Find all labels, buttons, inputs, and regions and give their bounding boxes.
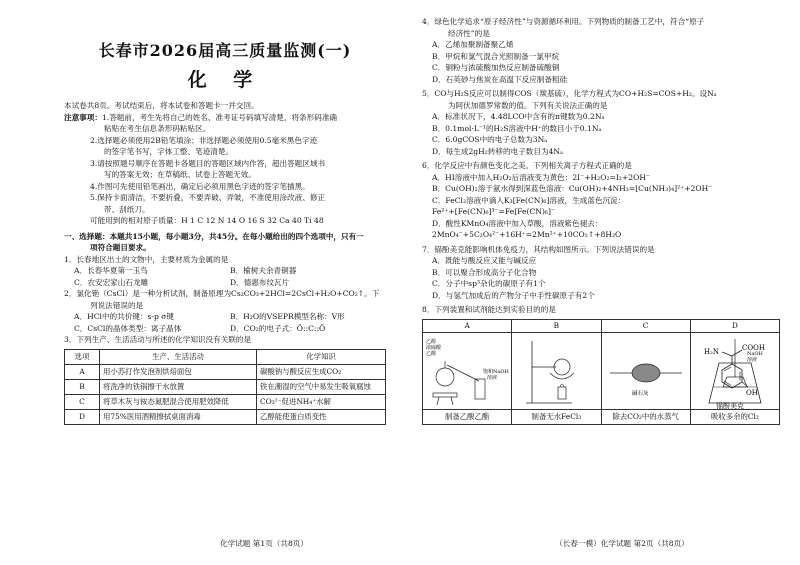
svg-text:NaOH: NaOH — [746, 350, 763, 357]
notes-block — [64, 112, 386, 124]
note-line: 2.选择题必须使用2B铅笔填涂；非选择题必须使用0.5毫米黑色字迹 — [90, 135, 318, 145]
option-b: B．甲烷和氯气混合光照制备一氯甲烷 — [432, 51, 560, 61]
question-2-stem: 2．氯化铯（CsCl）是一种分析试剂，制备原理为Cs₂CO₃+2HCl=2CsCl+H₂O+CO₂↑。下 — [64, 289, 380, 298]
atomic-mass-line: 可能用到的相对原子质量：H 1 C 12 N 14 O 16 S 32 Ca 40 Ti 48 — [90, 216, 324, 225]
note-line: 粘贴在考生信息条形码粘贴区。 — [104, 124, 211, 133]
question-3-table — [64, 349, 386, 425]
option-c: C．农安宏家山石龙雕 — [74, 277, 149, 287]
option-d: D．德惠布纹瓦片 — [230, 277, 290, 287]
apparatus-caption: 制备无水FeCl₃ — [531, 411, 582, 421]
exam-title: 长春市2026届高三质量监测(一) — [98, 41, 352, 60]
apparatus-caption: 吸收多余的Cl₂ — [710, 411, 759, 421]
question-4-stem: 经济性”的是 — [448, 28, 490, 38]
note-line: 4.作图可先使用铅笔画出，确定后必须用黑色字迹的签字笔描黑。 — [90, 181, 310, 191]
apparatus-col-d — [691, 320, 779, 424]
option-d: D．与氢气加成后的产物分子中手性碳原子有2个 — [432, 290, 595, 300]
option-d: D．CO₂的电子式：Ö::C::Ö — [230, 323, 326, 333]
right-page — [400, 0, 800, 565]
svg-text:浓硫酸: 浓硫酸 — [426, 344, 442, 351]
svg-text:溶液: 溶液 — [746, 356, 757, 363]
option-d: D．石英砂与焦炭在高温下反应制备粗硅 — [432, 74, 568, 84]
table-cell: 铁在潮湿的空气中易发生吸氧腐蚀 — [257, 379, 386, 394]
apparatus-table — [422, 319, 780, 425]
option-b: B．H₂O的VSEPR模型名称：V形 — [230, 312, 345, 321]
table-row — [65, 379, 386, 394]
note-line: 的签字笔书写，字体工整、笔迹清楚。 — [104, 147, 234, 156]
apparatus-image-b — [512, 333, 600, 410]
apparatus-col-c — [602, 320, 691, 424]
table-cell: D — [65, 409, 100, 424]
question-8-stem: 8．下列装置和试剂能达到实验目的的是 — [422, 305, 556, 314]
table-header-row — [65, 349, 386, 364]
option-b: B．0.1mol·L⁻¹的H₂S溶液中H⁺的数目小于0.1Nₐ — [432, 123, 602, 133]
option-a: A．乙烯加聚制备聚乙烯 — [432, 40, 514, 49]
apparatus-image-c — [602, 333, 690, 410]
table-row — [65, 394, 386, 409]
option-c: C．6.0gCOS中的电子总数为3Nₐ — [432, 135, 548, 144]
svg-text:饱和NaOH: 饱和NaOH — [483, 368, 509, 375]
table-row — [65, 364, 386, 379]
question-5-stem: 为阿伏加德罗常数的值。下列有关说法正确的是 — [448, 100, 608, 110]
note-line: 3.请按照题号顺序在答题卡各题目的答题区域内作答，超出答题区域书 — [90, 158, 326, 168]
question-1-stem: 1．长春地区出土的文物中，主要材质为金属的是 — [64, 254, 229, 264]
option-c: C．CsCl的晶体类型：离子晶体 — [74, 323, 182, 333]
option-d: D．每生成2gH₂转移的电子数目为4Nₐ — [432, 146, 563, 156]
option-c: C．分子中sp³杂化的碳原子有1个 — [432, 279, 546, 288]
drying-tube-icon — [602, 333, 690, 409]
page-footer: 化学试题 第1页（共8页） — [219, 539, 308, 548]
distillation-setup-icon — [423, 333, 511, 409]
option-c-equation: Fe²⁺+[Fe(CN)₆]³⁻=Fe[Fe(CN)₆]⁻ — [432, 207, 555, 216]
section-heading: 一、选择题：本题共15小题，每小题3分，共45分。在每小题给出的四个选项中，只有一 — [64, 231, 364, 241]
question-7-stem: 7．锚酚美克能影响机体免疫力，其结构如图所示。下列说法错误的是 — [422, 244, 655, 254]
apparatus-head: D — [691, 320, 779, 333]
question-6-stem: 6．化学反应中有颜色变化之美。下列相关离子方程式正确的是 — [422, 161, 632, 170]
note-line: 写的答案无效；在草稿纸、试卷上答题无效。 — [104, 170, 256, 179]
option-d: D．酸性KMnO₄溶液中加入草酸，溶液紫色褪去： — [432, 218, 603, 228]
mol-label-oh: OH — [746, 389, 758, 397]
mol-caption: 锚酚美克 — [716, 402, 744, 410]
option-c: C．FeCl₂溶液中滴入K₃[Fe(CN)₆]溶液，生成蓝色沉淀： — [432, 195, 626, 205]
table-cell: 将草木灰与铵态氮肥混合使用肥效降低 — [100, 394, 257, 409]
option-b: B．Cu(OH)₂溶于氨水得到深蓝色溶液：Cu(OH)₂+4NH₃=[Cu(NH₃)₄]²⁺+2OH⁻ — [432, 184, 713, 193]
table-cell: 将洗净的铁锅擦干水放置 — [100, 379, 257, 394]
question-4-stem: 4．绿色化学追求“原子经济性”与资源循环利用。下列物质的制备工艺中，符合“原子 — [422, 17, 705, 26]
option-c: C．铜粉与浓硫酸加热反应制备硫酸铜 — [432, 63, 560, 72]
apparatus-image-d — [691, 333, 779, 410]
question-2-options — [64, 311, 386, 323]
apparatus-col-a — [423, 320, 512, 424]
svg-text:溶液: 溶液 — [487, 374, 498, 381]
option-d-equation: 2MnO₄⁻+5C₂O₄²⁻+16H⁺=2Mn²⁺+10CO₂↑+8H₂O — [432, 230, 622, 239]
apparatus-head: B — [512, 320, 600, 333]
apparatus-image-a — [423, 333, 511, 410]
question-3-stem: 3．下列生产、生活活动与所述的化学知识没有关联的是 — [64, 335, 252, 344]
notes-label: 注意事项： — [64, 112, 102, 122]
table-cell: 用小苏打作发泡剂烘焙面包 — [100, 364, 257, 379]
note-line: 1.答题前，考生先将自己的姓名、准考证号码填写清楚，将条形码准确 — [101, 112, 338, 122]
option-b: B．可以聚合形成高分子化合物 — [432, 267, 537, 277]
table-header: 生产、生活活动 — [100, 349, 257, 364]
option-a: A．HI溶液中加入H₂O₂后溶液变为黄色：2I⁻+H₂O₂=I₂+2OH⁻ — [432, 172, 650, 182]
question-5-stem: 5．CO与H₂S反应可以制得COS（羰基硫），化学方程式为CO+H₂S=COS+H₂。设Nₐ — [422, 89, 717, 98]
table-cell: C — [65, 394, 100, 409]
table-row — [65, 409, 386, 424]
apparatus-caption: 制备乙酸乙酯 — [444, 411, 490, 421]
note-line: 带、刮纸刀。 — [104, 204, 150, 214]
svg-text:乙酸: 乙酸 — [426, 350, 437, 357]
table-cell: 用75%医用酒精擦拭桌面消毒 — [100, 409, 257, 424]
option-a: A．既能与酸反应又能与碱反应 — [432, 256, 537, 265]
apparatus-caption: 除去CO₂中的水蒸气 — [612, 411, 679, 421]
table-cell: A — [65, 364, 100, 379]
question-1-options — [64, 265, 386, 277]
question-2-options — [64, 323, 386, 335]
intro-text: 本试卷共8页。考试结束后，将本试卷和答题卡一并交回。 — [64, 101, 259, 110]
page-footer: （长春一模）化学试题 第2页（共8页） — [555, 539, 689, 548]
apparatus-col-b — [512, 320, 601, 424]
apparatus-head: C — [602, 320, 690, 333]
question-1-options — [64, 277, 386, 289]
table-cell: 乙醇能使蛋白质变性 — [257, 409, 386, 424]
mol-label-nh2: H₂N — [704, 348, 720, 356]
option-a: A．标准状况下，4.48LCO中含有的π键数为0.2Nₐ — [432, 112, 605, 121]
table-cell: 碳酸钠与酸反应生成CO₂ — [257, 364, 386, 379]
option-a: A．HCl中的共价键：s-p σ键 — [74, 312, 175, 321]
option-a: A．长春华夏第一玉鸟 — [74, 266, 148, 275]
section-heading: 项符合题目要求。 — [90, 243, 151, 252]
note-line: 5.保持卡面清洁，不要折叠，不要弄破、弄皱，不准使用涂改液、修正 — [90, 193, 326, 202]
table-header: 选项 — [65, 349, 100, 364]
apparatus-head: A — [423, 320, 511, 333]
evaporating-dish-icon — [512, 333, 600, 409]
table-header: 化学知识 — [257, 349, 386, 364]
svg-text:乙醇: 乙醇 — [426, 338, 437, 345]
option-b: B．榆树夫余青铜器 — [230, 266, 297, 275]
table-cell: B — [65, 379, 100, 394]
svg-text:碱石灰: 碱石灰 — [631, 390, 649, 397]
mol-label-cooh: COOH — [742, 344, 765, 352]
absorption-flask-icon — [691, 333, 779, 409]
question-2-stem: 列说法错误的是 — [90, 300, 144, 310]
table-cell: CO₃²⁻促进NH₄⁺水解 — [257, 394, 386, 409]
subject-title: 化 学 — [187, 69, 263, 91]
